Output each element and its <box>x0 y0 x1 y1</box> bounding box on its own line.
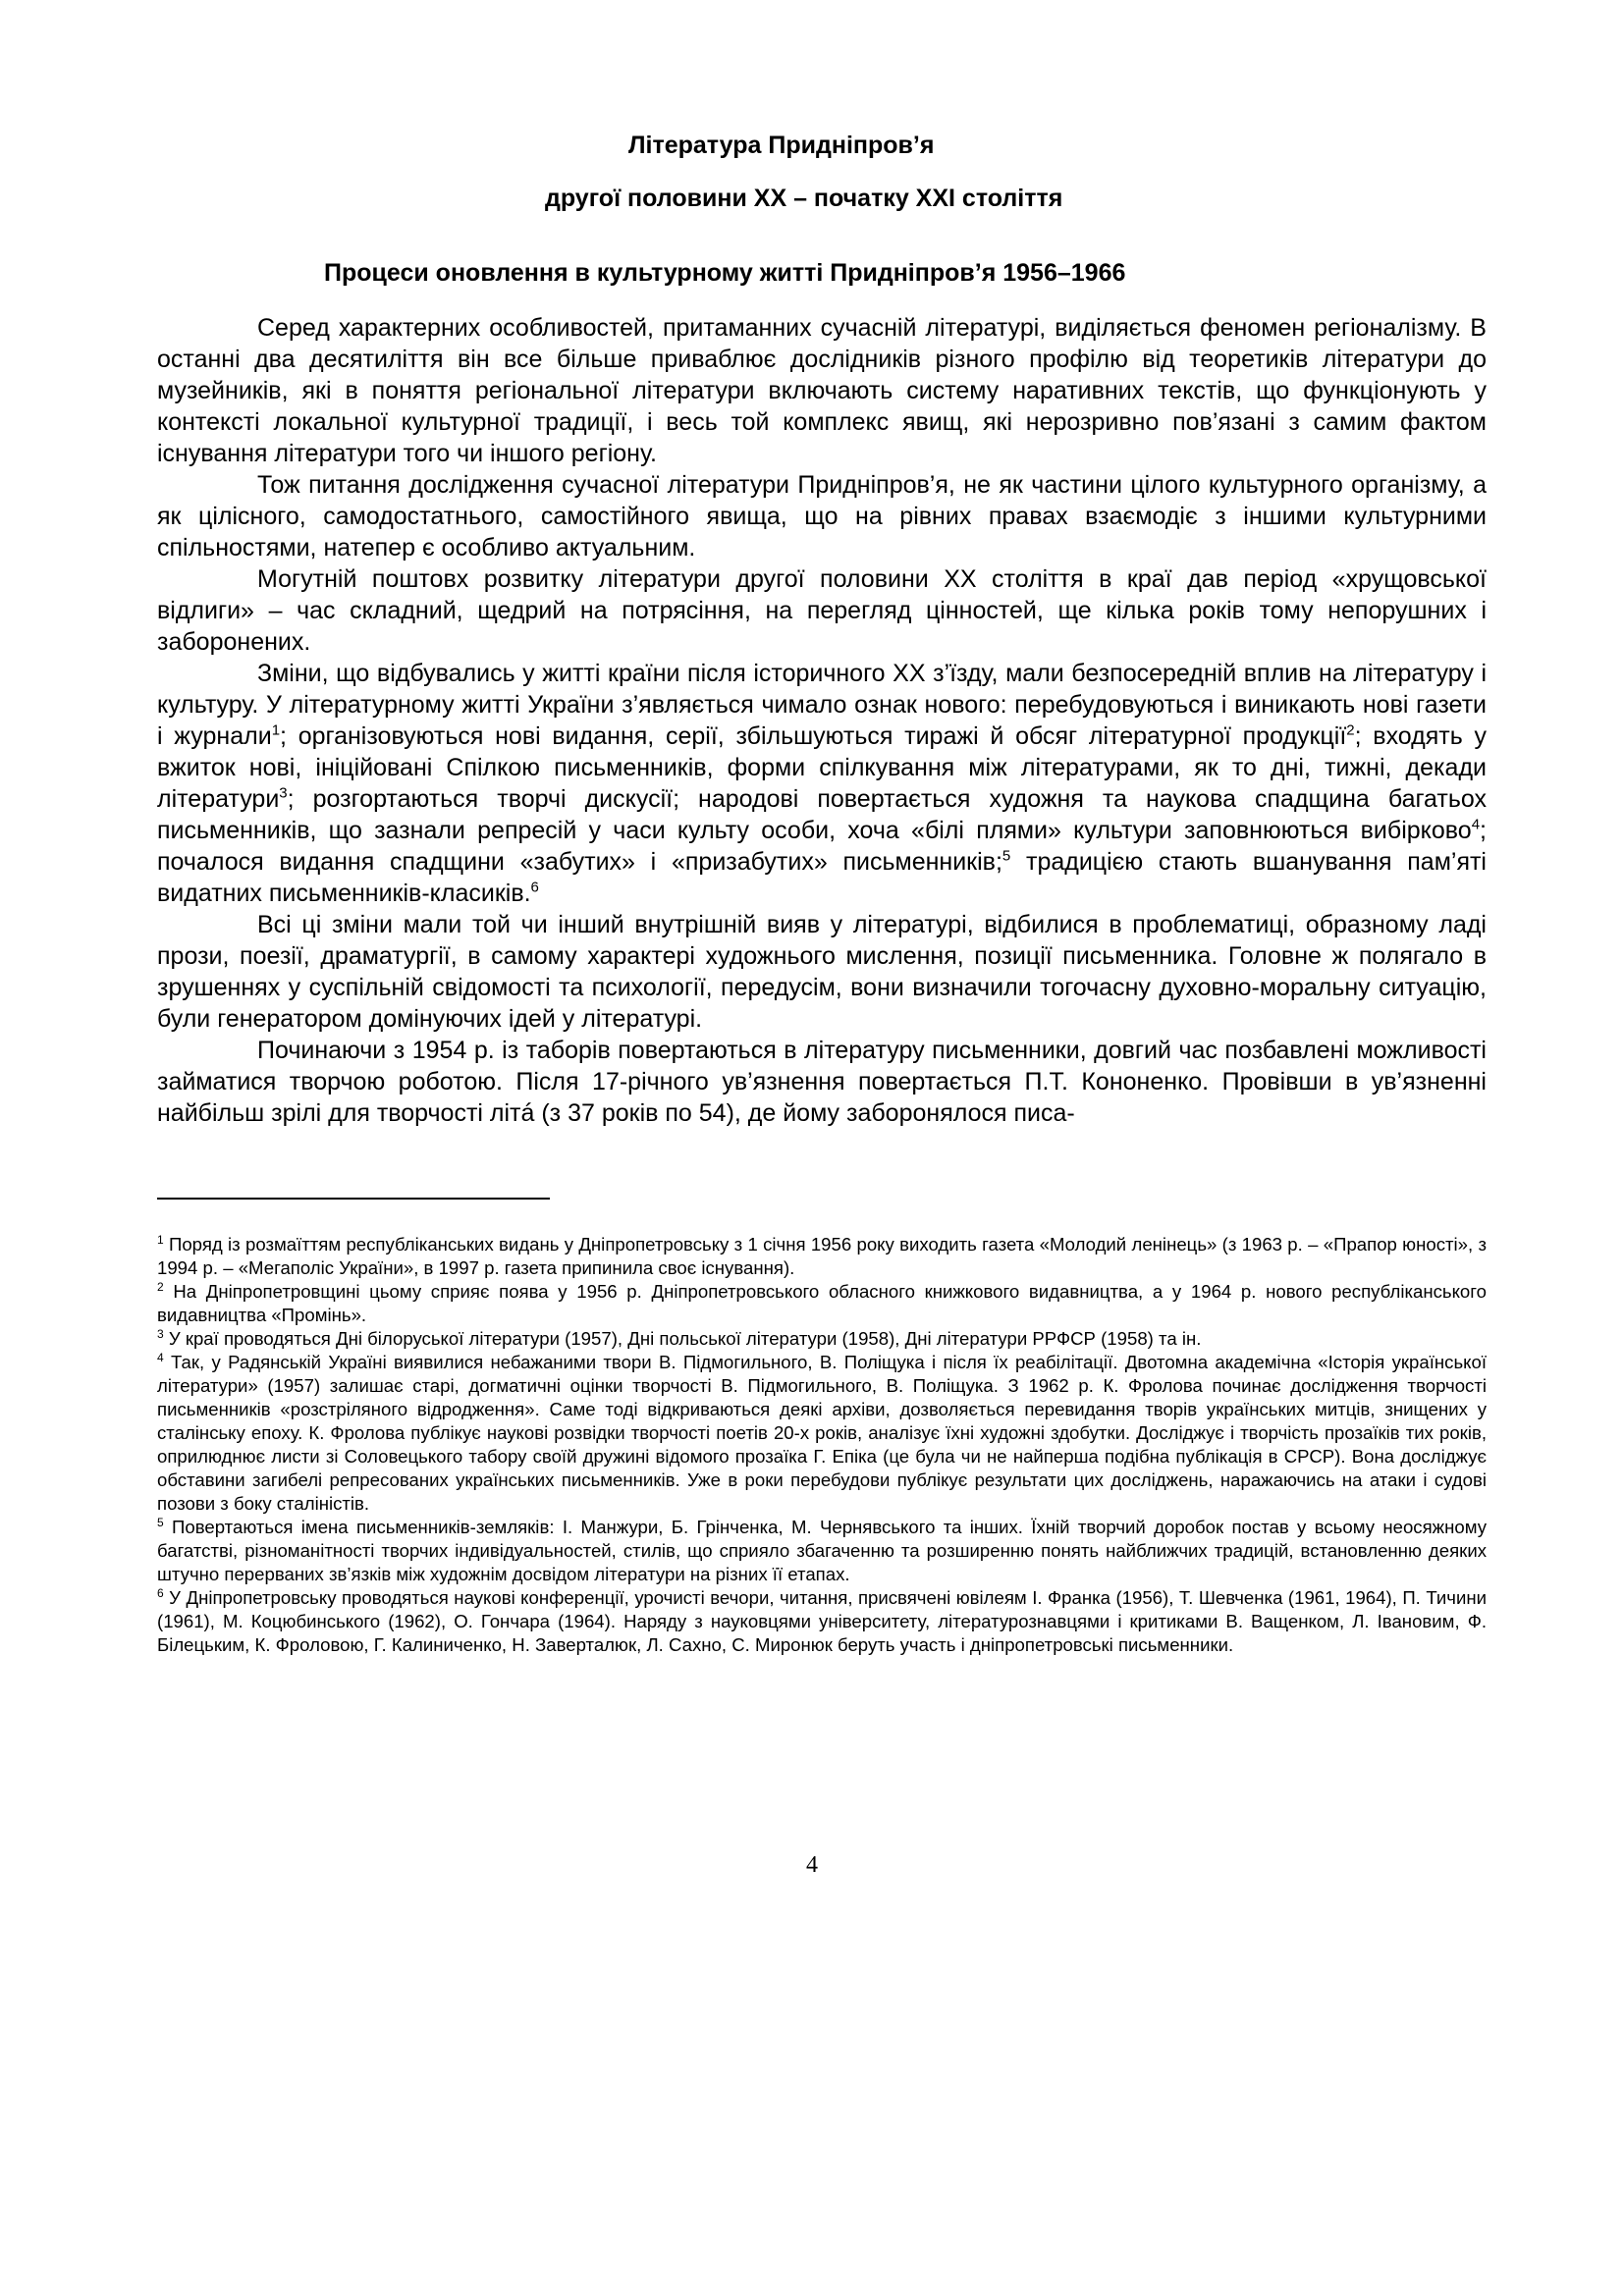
footnote-text: Так, у Радянській Україні виявилися небажаними твори В. Підмогильного, В. Поліщука і після їх реабілітації. Двотомна академічна «Історія української літератури» (1957) залишає старі, догматичні оцінки творчості В. Підмогильного, В. Поліщука. З 1962 р. К. Фролова починає дослідження творчості письменників «розстріляного відродження». Саме тоді відкриваються деякі архіви, дозволяється перевидання творів українських митців, знищених у сталінську епоху. К. Фролова публікує наукові розвідки творчості поетів 20-х років, аналізує їхні художні здобутки. Досліджує і творчість прозаїків тих років, оприлюднює листи зі Соловецького табору своїй дружині відомого прозаїка Г. Епіка (це була чи не найперша подібна публікація в СРСР). Вона досліджує обставини загибелі репресованих українських письменників. Уже в роки перебудови публікує результати цих досліджень, наражаючись на атаки і судові позови з боку сталіністів. <box>157 1352 1487 1514</box>
section-heading: Процеси оновлення в культурному житті Придніпров’я 1956–1966 <box>324 259 1126 287</box>
paragraph-text: Могутній поштовх розвитку літератури другої половини ХХ століття в краї дав період «хрущовської відлиги» – час складний, щедрий на потрясіння, на перегляд цінностей, ще кілька років тому непорушних і заборонених. <box>157 565 1487 656</box>
body-text <box>157 312 1487 1129</box>
paragraph <box>157 1035 1487 1129</box>
footnote-text: Поряд із розмаїттям республіканських видань у Дніпропетровську з 1 січня 1956 року виходить газета «Молодий ленінець» (з 1963 р. – «Прапор юності», з 1994 р. – «Мегаполіс України», в 1997 р. газета припинила своє існування). <box>157 1234 1487 1278</box>
footnote <box>157 1233 1487 1280</box>
footnote-text: На Дніпропетровщині цьому сприяє поява у 1956 р. Дніпропетровського обласного книжкового видавництва, а у 1964 р. нового республіканського видавництва «Промінь». <box>157 1281 1487 1325</box>
paragraph-text: традицією стають вшанування пам’яті видатних письменників-класиків. <box>157 848 1487 907</box>
paragraph <box>157 658 1487 909</box>
footnote-mark: 4 <box>157 1350 164 1364</box>
document-title-line-1: Література Придніпров’я <box>628 132 935 159</box>
footnote-ref[interactable]: 1 <box>271 721 281 739</box>
footnote-mark: 1 <box>157 1232 164 1247</box>
footnote-text: У Дніпропетровську проводяться наукові конференції, урочисті вечори, читання, присвячені ювілеям І. Франка (1956), Т. Шевченка (1961, 1964), П. Тичини (1961), М. Коцюбинського (1962), О. Гончара (1964). Наряду з науковцями університету, літературознавцями і критиками В. Ващенком, Л. Івановим, Ф. Білецьким, К. Фроловою, Г. Калиниченко, Н. Заверталюк, Л. Сахно, С. Миронюк беруть участь і дніпропетровські письменники. <box>157 1587 1487 1655</box>
footnote-ref[interactable]: 3 <box>279 784 288 802</box>
footnote <box>157 1327 1487 1351</box>
paragraph-text: Тож питання дослідження сучасної літератури Придніпров’я, не як частини цілого культурного організму, а як цілісного, самодостатнього, самостійного явища, що на рівних правах взаємодіє з іншими культурними спільностями, натепер є особливо актуальним. <box>157 471 1487 561</box>
footnote-separator <box>157 1198 550 1200</box>
paragraph-text: Починаючи з 1954 р. із таборів повертаються в літературу письменники, довгий час позбавлені можливості займатися творчою роботою. Після 17-річного ув’язнення повертається П.Т. Кононенко. Провівши в ув’язненні найбільш зрілі для творчості літá (з 37 років по 54), де йому заборонялося писа- <box>157 1037 1487 1127</box>
footnotes <box>157 1233 1487 1657</box>
paragraph-text: ; організовуються нові видання, серії, збільшуються тиражі й обсяг літературної продукції <box>280 722 1347 750</box>
paragraph <box>157 469 1487 563</box>
paragraph <box>157 312 1487 469</box>
footnote-text: Повертаються імена письменників-земляків: І. Манжури, Б. Грінченка, М. Чернявського та інших. Їхній творчий доробок постав у всьому неосяжному багатстві, різноманітності творчих індивідуальностей, стилів, що сприяло збагаченню та розширенню понять найближчих традицій, встановленню деяких штучно перерваних зв’язків між художнім досвідом літератури на різних її етапах. <box>157 1517 1487 1584</box>
page-number: 4 <box>806 1852 818 1878</box>
paragraph-text: Зміни, що відбувались у житті країни після історичного ХХ з’їзду, мали безпосередній вплив на літературу і культуру. У літературному житті України з’являється чимало ознак нового: перебудовуються і виникають нові газети і журнали <box>157 660 1487 750</box>
footnote-ref[interactable]: 2 <box>1346 721 1355 739</box>
footnote <box>157 1351 1487 1516</box>
footnote-ref[interactable]: 6 <box>530 879 539 896</box>
footnote-ref[interactable]: 5 <box>1001 847 1011 865</box>
document-title-line-2: другої половини ХХ – початку ХХІ століття <box>545 185 1063 212</box>
paragraph-text: Серед характерних особливостей, притаманних сучасній літературі, виділяється феномен регіоналізму. В останні два десятиліття він все більше приваблює дослідників різного профілю від теоретиків літератури до музейників, які в поняття регіональної літератури включають систему наративних текстів, що функціонують у контексті локальної культурної традиції, і весь той комплекс явищ, які нерозривно пов’язані з самим фактом існування літератури того чи іншого регіону. <box>157 314 1487 467</box>
footnote-mark: 2 <box>157 1279 164 1294</box>
paragraph <box>157 563 1487 658</box>
paragraph <box>157 909 1487 1035</box>
paragraph-text: ; почалося видання спадщини «забутих» і «призабутих» письменників; <box>157 817 1487 876</box>
footnote <box>157 1516 1487 1586</box>
paragraph-text: Всі ці зміни мали той чи інший внутрішній вияв у літературі, відбилися в проблематиці, образному ладі прози, поезії, драматургії, в самому характері художнього мислення, позиції письменника. Головне ж полягало в зрушеннях у суспільній свідомості та психології, передусім, вони визначили тогочасну духовно-моральну ситуацію, були генератором домінуючих ідей у літературі. <box>157 911 1487 1033</box>
footnote-mark: 3 <box>157 1326 164 1341</box>
paragraph-text: ; розгортаються творчі дискусії; народові повертається художня та наукова спадщина багатьох письменників, що зазнали репресій у часи культу особи, хоча «білі плями» культури заповнюються вибірково <box>157 785 1487 844</box>
footnote-text: У краї проводяться Дні білоруської літератури (1957), Дні польської літератури (1958), Дні літератури РРФСР (1958) та ін. <box>163 1328 1202 1349</box>
document-page <box>157 130 1487 1657</box>
footnote <box>157 1280 1487 1327</box>
footnote <box>157 1586 1487 1657</box>
footnote-ref[interactable]: 4 <box>1471 816 1481 833</box>
paragraph-text: ; входять у вжиток нові, ініційовані Спілкою письменників, форми спілкування між літературами, як то дні, тижні, декади літератури <box>157 722 1487 813</box>
footnote-mark: 5 <box>157 1515 164 1529</box>
footnote-mark: 6 <box>157 1585 164 1600</box>
